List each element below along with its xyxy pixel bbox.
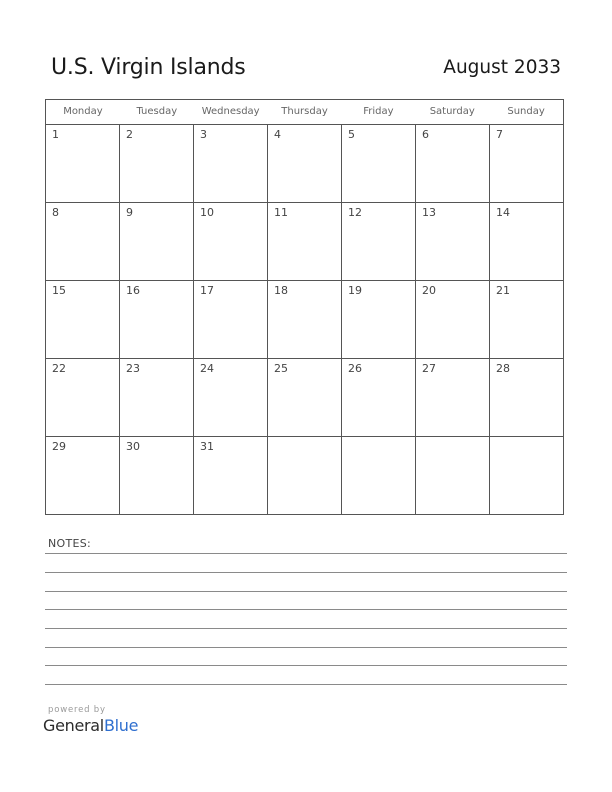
day-cell: 3 bbox=[194, 125, 268, 202]
day-cell bbox=[490, 437, 563, 514]
day-cell: 1 bbox=[46, 125, 120, 202]
day-cell: 21 bbox=[496, 284, 510, 297]
day-cell bbox=[416, 437, 490, 514]
day-cell: 8 bbox=[46, 203, 120, 280]
day-cell: 23 bbox=[120, 359, 194, 436]
notes-line bbox=[45, 665, 567, 666]
brand-general-text: General bbox=[43, 716, 104, 735]
weekday-thursday: Thursday bbox=[281, 106, 328, 117]
notes-label: NOTES: bbox=[48, 537, 92, 550]
day-cell: 31 bbox=[194, 437, 268, 514]
weekday-saturday: Saturday bbox=[429, 106, 475, 117]
weekday-wednesday: Wednesday bbox=[201, 106, 260, 117]
week-row-1 bbox=[46, 125, 563, 203]
day-cell: 2 bbox=[120, 125, 194, 202]
notes-line bbox=[45, 647, 567, 648]
day-cell: 5 bbox=[342, 125, 416, 202]
day-cell: 15 bbox=[46, 281, 120, 358]
day-cell bbox=[342, 437, 416, 514]
day-cell: 7 bbox=[496, 128, 503, 141]
weekday-friday: Friday bbox=[363, 106, 394, 117]
day-cell: 20 bbox=[416, 281, 490, 358]
day-cell: 22 bbox=[46, 359, 120, 436]
weekday-tuesday: Tuesday bbox=[136, 106, 178, 117]
generalblue-logo bbox=[43, 716, 138, 735]
day-cell: 26 bbox=[342, 359, 416, 436]
weekday-header-row bbox=[46, 100, 563, 125]
notes-line bbox=[45, 628, 567, 629]
day-cell: 29 bbox=[46, 437, 120, 514]
day-cell: 10 bbox=[194, 203, 268, 280]
notes-line bbox=[45, 553, 567, 554]
day-cell: 25 bbox=[268, 359, 342, 436]
day-cell: 12 bbox=[342, 203, 416, 280]
day-cell: 14 bbox=[496, 206, 510, 219]
notes-line bbox=[45, 609, 567, 610]
brand-blue-text: Blue bbox=[103, 716, 139, 735]
powered-by-text: powered by bbox=[48, 705, 106, 715]
week-row-2 bbox=[46, 203, 563, 281]
weekday-sunday: Sunday bbox=[507, 106, 545, 117]
day-cell: 6 bbox=[416, 125, 490, 202]
notes-line bbox=[45, 572, 567, 573]
day-cell: 13 bbox=[416, 203, 490, 280]
day-cell: 18 bbox=[268, 281, 342, 358]
calendar-grid bbox=[45, 99, 564, 515]
day-cell: 24 bbox=[194, 359, 268, 436]
day-cell: 19 bbox=[342, 281, 416, 358]
week-row-4 bbox=[46, 359, 563, 437]
day-cell: 16 bbox=[120, 281, 194, 358]
notes-line bbox=[45, 684, 567, 685]
day-cell: 11 bbox=[268, 203, 342, 280]
page-title: U.S. Virgin Islands bbox=[51, 55, 246, 80]
day-cell: 9 bbox=[120, 203, 194, 280]
day-cell: 17 bbox=[194, 281, 268, 358]
day-cell bbox=[268, 437, 342, 514]
week-row-3 bbox=[46, 281, 563, 359]
notes-line bbox=[45, 591, 567, 592]
day-cell: 30 bbox=[120, 437, 194, 514]
day-cell: 4 bbox=[268, 125, 342, 202]
week-row-5 bbox=[46, 437, 563, 514]
day-cell: 28 bbox=[496, 362, 510, 375]
day-cell: 27 bbox=[416, 359, 490, 436]
month-year: August 2033 bbox=[443, 57, 561, 78]
weekday-monday: Monday bbox=[63, 106, 103, 117]
